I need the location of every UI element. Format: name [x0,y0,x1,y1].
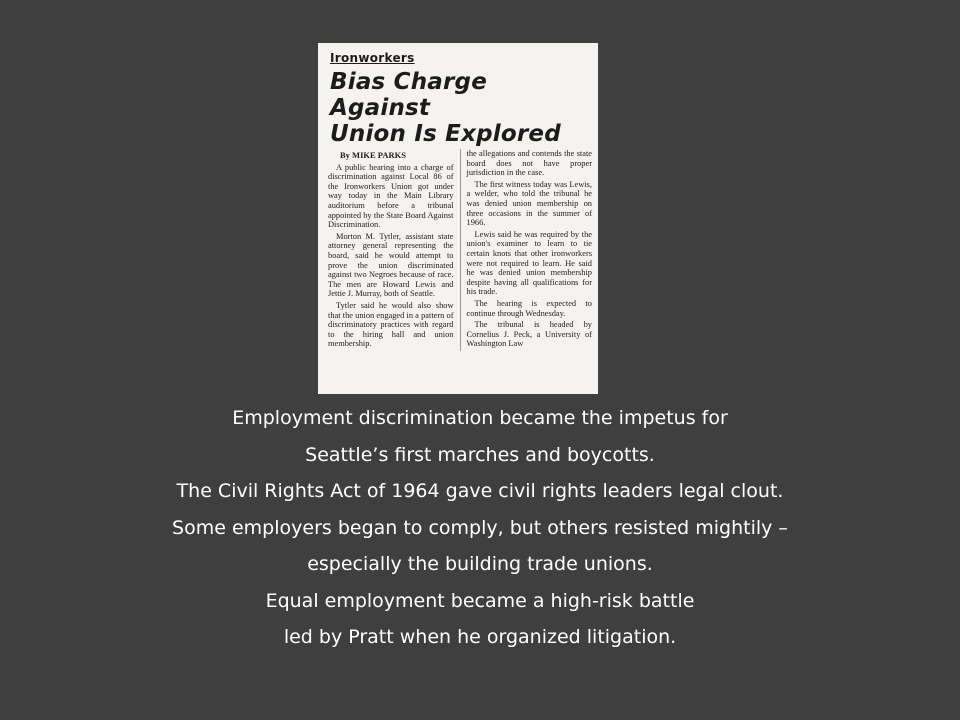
clipping-column-2 [467,149,593,351]
article-paragraph: the allegations and contends the state board does not have proper jurisdiction in the case. [466,149,592,178]
caption-line-6: Equal employment became a high-risk battle [265,589,695,612]
article-paragraph: Lewis said he was required by the union's examiner to learn to tie certain knots that other ironworkers were not required to learn. He said he was denied union membership despite having all qualifications for his trade. [466,229,592,297]
clipping-column-1 [328,149,454,351]
article-paragraph: The hearing is expected to continue through Wednesday. [466,298,592,318]
caption-line-5: especially the building trade unions. [307,553,653,575]
caption-line-3: The Civil Rights Act of 1964 gave civil rights leaders legal clout. [176,480,784,502]
caption-line-4: Some employers began to comply, but others resisted mightily – [172,516,788,539]
caption-line-2: Seattle’s first marches and boycotts. [305,443,655,466]
article-paragraph: A public hearing into a charge of discrimination against Local 86 of the Ironworkers Union got under way today in the Main Library auditorium before a tribunal appointed by the State Board Against Discrimination. [328,162,454,230]
clipping-columns [328,149,592,351]
article-paragraph: Morton M. Tytler, assistant state attorney general representing the board, said he would attempt to prove the union discriminated against two Negroes because of race. The men are Howard Lewis and Jettie J. Murray, both of Seattle. [328,231,454,299]
clipping-headline [330,69,592,147]
caption-line-7: led by Pratt when he organized litigation. [283,626,677,648]
headline-line-2: Union Is Explored [330,121,561,147]
caption-line-1: Employment discrimination became the impetus for [232,407,728,429]
clipping-kicker: Ironworkers [330,51,415,65]
slide-caption [0,400,960,656]
newspaper-clipping [318,43,598,394]
article-paragraph: Tytler said he would also show that the union engaged in a pattern of discriminatory practices with regard to the hiring hall and union membership. [328,300,454,349]
headline-line-1: Bias Charge Against [330,69,488,121]
clipping-byline: By MIKE PARKS [340,150,406,160]
article-paragraph: The tribunal is headed by Cornelius J. Peck, a University of Washington Law [466,320,592,349]
column-rule [460,149,461,351]
article-paragraph: The first witness today was Lewis, a welder, who told the tribunal he was denied union membership on three occasions in the summer of 1966. [466,179,592,228]
